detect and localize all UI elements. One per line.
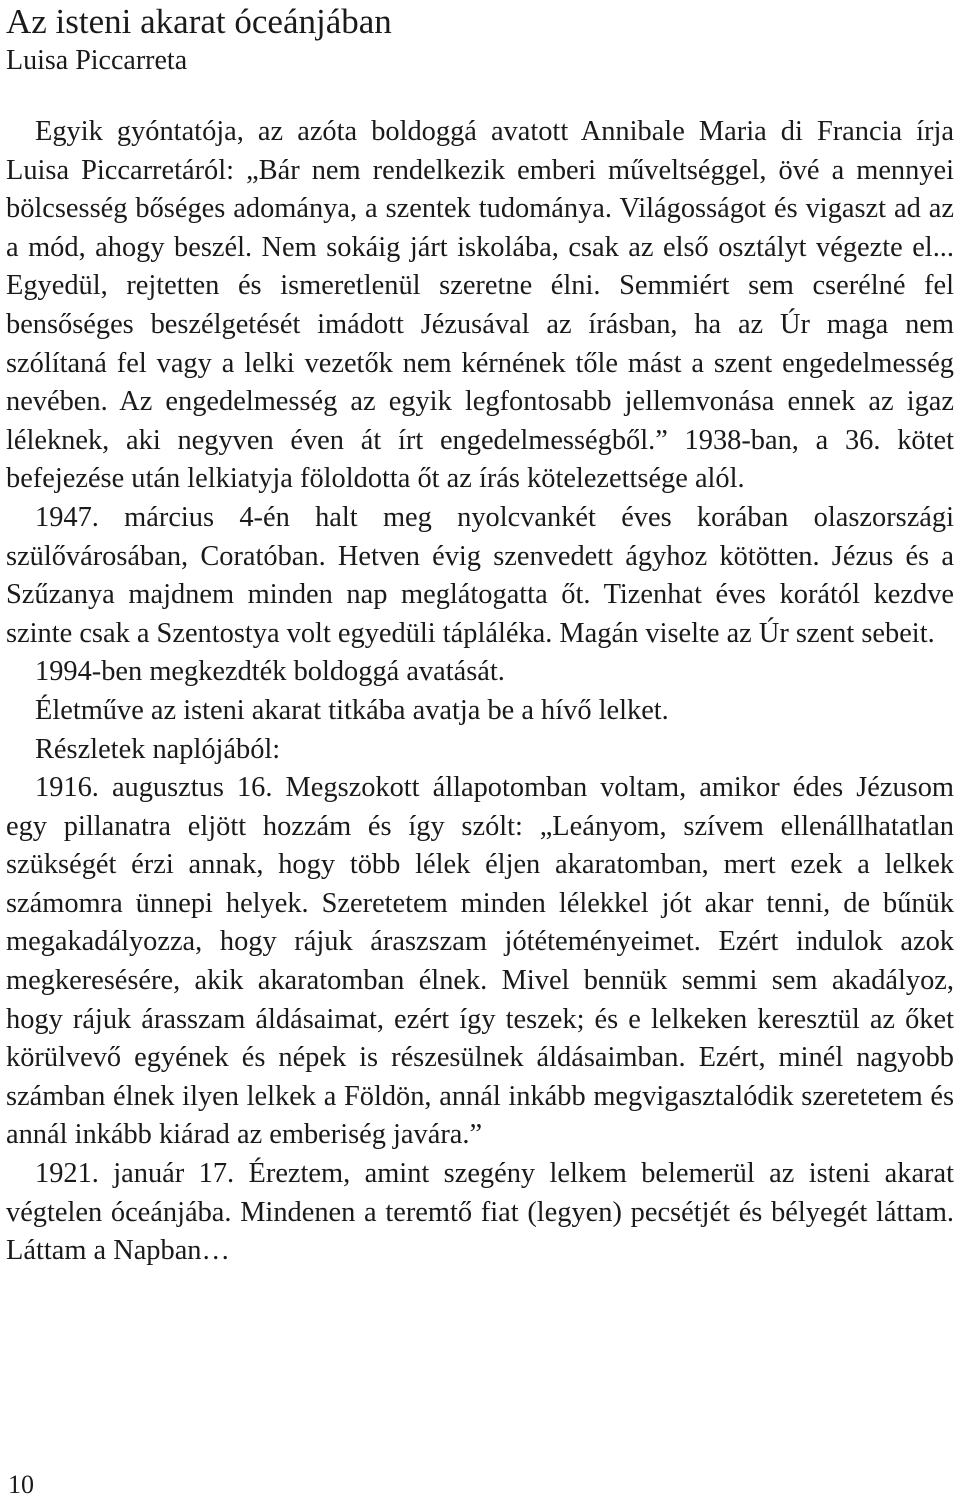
paragraph-death: 1947. március 4-én halt meg nyolcvankét éves korában olaszországi szülővárosában, Coratóban. Hetven évig szenvedett ágyhoz kötötten. Jézus és a Szűzanya majdnem minden nap meglátogatta őt. Tizenhat éves korától kezdve szinte csak a Szentostya volt egyedüli tápláléka. Magán viselte az Úr szent sebeit. xyxy=(6,501,954,649)
paragraph-diary-1921: 1921. január 17. Éreztem, amint szegény lelkem belemerül az isteni akarat végtelen óceánjába. Mindenen a teremtő fiat (legyen) pecsétjét és bélyegét láttam. Láttam a Napban… xyxy=(6,1158,954,1267)
paragraph-diary-1916: 1916. augusztus 16. Megszokott állapotomban voltam, amikor édes Jézusom egy pillanatra eljött hozzám és így szólt: „Leányom, szívem ellenállhatatlan szükségét érzi annak, hogy több lélek éljen akaratomban, mert ezek a lelkek számomra ünnepi helyek. Szeretetem minden lélekkel jót akar tenni, de bűnük megakadályozza, hogy rájuk áraszszam jótéteményeimet. Ezért indulok azok megkeresésére, akik akaratomban élnek. Mivel bennük semmi sem akadályoz, hogy rájuk árasszam áldásaimat, ezért így teszek; és e lelkeken keresztül az őket körülvevő egyének és népek is részesülnek áldásaimban. Ezért, minél nagyobb számban élnek ilyen lelkek a Földön, annál inkább megvigasztalódik szeretetem és annál inkább kiárad az emberiség javára.” xyxy=(6,772,954,1151)
document-title: Az isteni akarat óceánjában xyxy=(6,2,392,41)
paragraph-beatification: 1994-ben megkezdték boldoggá avatását. xyxy=(35,656,505,688)
paragraph-lifework: Életműve az isteni akarat titkába avatja be a hívő lelket. xyxy=(35,694,669,726)
document-author: Luisa Piccarreta xyxy=(6,45,188,76)
page-number: 10 xyxy=(8,1470,34,1499)
document-body xyxy=(6,113,954,1271)
paragraph-diary-heading: Részletek naplójából: xyxy=(35,733,281,765)
paragraph-intro: Egyik gyóntatója, az azóta boldoggá avatott Annibale Maria di Francia írja Luisa Piccarretáról: „Bár nem rendelkezik emberi műveltséggel, övé a mennyei bölcsesség bőséges adománya, a szentek tudománya. Világosságot és vigaszt ad az a mód, ahogy beszél. Nem sokáig járt iskolába, csak az első osztályt végezte el... Egyedül, rejtetten és ismeretlenül szeretne élni. Semmiért sem cserélné fel bensőséges beszélgetését imádott Jézusával az írásban, ha az Úr maga nem szólítaná fel vagy a lelki vezetők nem kérnének tőle mást a szent engedelmesség nevében. Az engedelmesség az egyik legfontosabb jellemvonása ennek az igaz léleknek, aki negyven éven át írt engedelmességből.” 1938-ban, a 36. kötet befejezése után lelkiatyja föloldotta őt az írás kötelezettsége alól. xyxy=(6,116,954,495)
